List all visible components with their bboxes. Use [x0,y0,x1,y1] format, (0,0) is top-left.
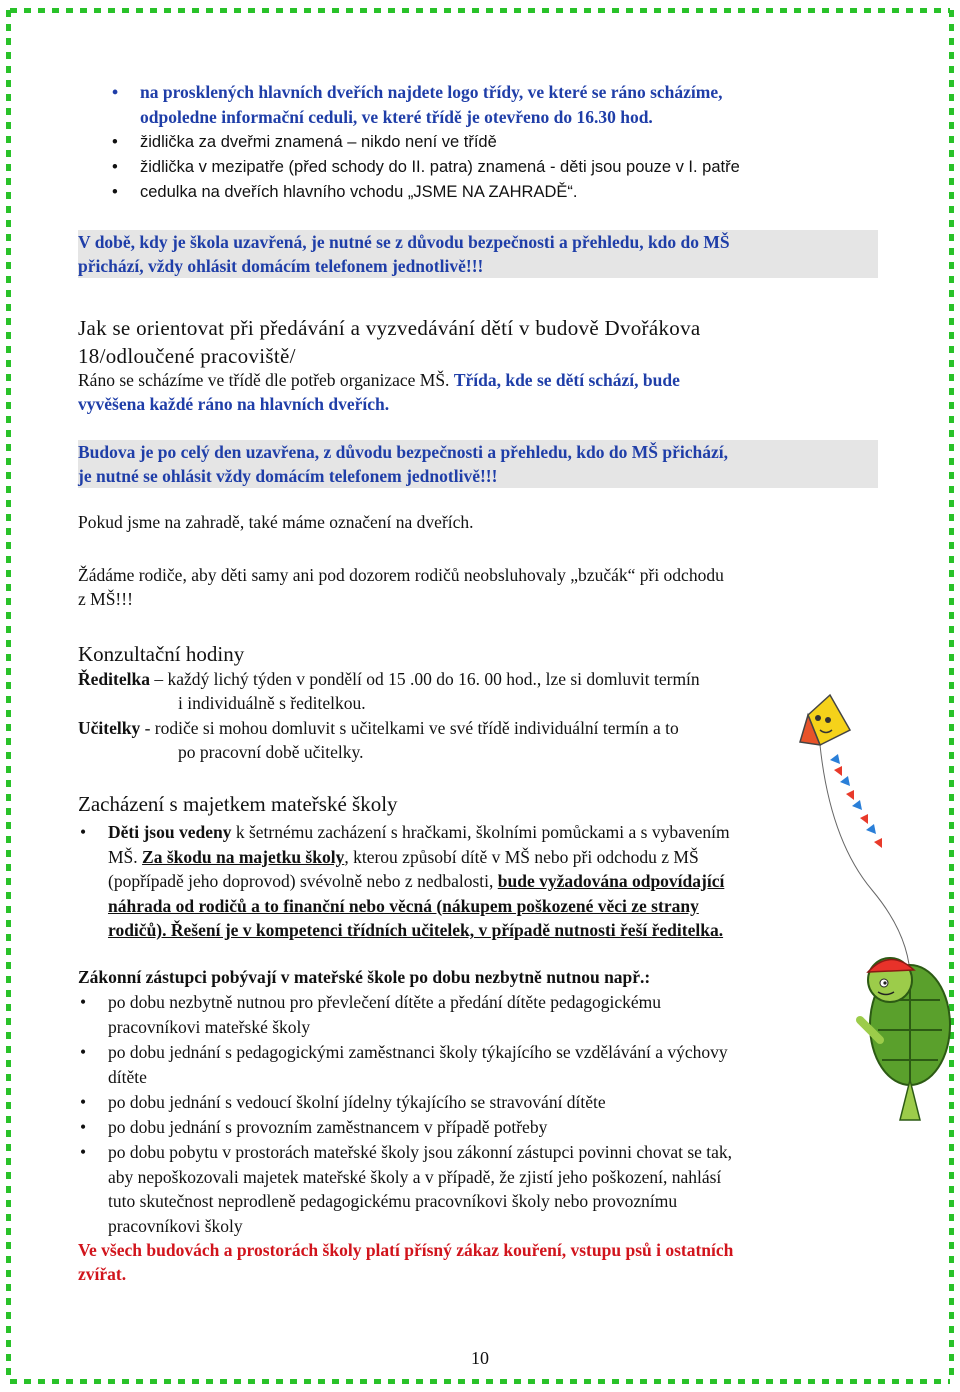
legal-line: aby nepoškozovali majetek mateřské školy a v případě, že zjistí jeho poškození, nahlásí [108,1166,722,1187]
note-line: Žádáme rodiče, aby děti samy ani pod dozorem rodičů neobsluhovaly „bzučák“ při odchodu [78,565,724,585]
legal-line: po dobu jednání s vedoucí školní jídelny týkajícího se stravování dítěte [108,1092,606,1112]
list-item-line: židlička za dveřmi znamená – nikdo není ve třídě [140,133,497,151]
bullet-icon: • [80,1092,87,1112]
property-title: Zacházení s majetkem mateřské školy [78,792,398,816]
list-item-line: židlička v mezipatře (před schody do II. patra) znamená - děti jsou pouze v I. patře [140,158,740,176]
buzzer-note [78,563,878,611]
property-underline: náhrada od rodičů a to finanční nebo věcná (nákupem poškozené věci ze strany [108,895,699,916]
bullet-icon: • [80,992,87,1012]
garden-note: Pokud jsme na zahradě, také máme označení na dveřích. [78,512,474,532]
legal-item [80,1140,876,1238]
bullet-icon: • [112,82,119,102]
bullet-icon: • [80,1042,87,1062]
notice-building-closed [78,440,878,488]
notice-line: Budova je po celý den uzavřena, z důvodu bezpečnosti a přehledu, kdo do MŠ přichází, [78,442,728,462]
legal-line: po dobu nezbytně nutnou pro převlečení dítěte a předání dítěte pedagogickému [108,992,662,1012]
paragraph-text: Ráno se scházíme ve třídě dle potřeb organizace MŠ. [78,370,450,390]
property-bold: Děti jsou vedeny [108,822,232,842]
dvorakova-paragraph [78,368,878,416]
legal-line: po dobu pobytu v prostorách mateřské školy jsou zákonní zástupci povinni chovat se tak, [108,1142,733,1162]
consult-text: – každý lichý týden v pondělí od 15 .00 do 16. 00 hod., lze si domluvit termín [154,669,700,689]
property-underline: bude vyžadována odpovídající [497,871,725,891]
bullet-icon: • [80,1142,87,1162]
list-item-line: na prosklených hlavních dveřích najdete logo třídy, ve které se ráno scházíme, [140,82,723,102]
consult-teachers [78,716,878,764]
list-item [112,80,880,129]
list-item [112,130,880,155]
consult-label: Ředitelka [78,669,150,689]
bullet-icon: • [112,133,118,151]
consult-head [78,667,878,715]
legal-line: tuto skutečnost neprodleně pedagogickému pracovníkovi školy nebo provoznímu [108,1191,678,1211]
bullet-icon: • [80,1117,87,1137]
legal-line: pracovníkovi mateřské školy [108,1016,311,1037]
bullet-icon: • [80,822,87,842]
property-text: k šetrnému zacházení s hračkami, školními pomůckami a s vybavením [231,822,730,842]
page-border-bottom [10,1379,950,1384]
list-item-line: cedulka na dveřích hlavního vchodu „JSME NA ZAHRADĚ“. [140,183,578,201]
legal-line: dítěte [108,1066,147,1087]
smoking-ban [78,1238,878,1286]
consult-title: Konzultační hodiny [78,642,245,666]
legal-line: po dobu jednání s provozním zaměstnancem v případě potřeby [108,1117,548,1137]
property-underline: rodičů). Řešení je v kompetenci třídních učitelek, v případě nutnosti řeší ředitelka. [108,920,724,940]
consult-text: po pracovní době učitelky. [178,742,364,762]
consult-text: i individuálně s ředitelkou. [178,693,366,713]
heading-line: Jak se orientovat při předávání a vyzvedávání dětí v budově Dvořákova [78,316,701,340]
note-line: z MŠ!!! [78,589,133,609]
notice-line: přichází, vždy ohlásit domácím telefonem jednotlivě!!! [78,256,484,276]
paragraph-highlight: Třída, kde se dětí schází, bude [453,370,680,390]
list-item-line: odpoledne informační ceduli, ve které třídě je otevřeno do 16.30 hod. [140,106,653,127]
consult-text: - rodiče si mohou domluvit s učitelkami ve své třídě individuální termín a to [144,718,679,738]
legal-title [78,965,878,989]
turtle-kite-illustration [760,690,956,1130]
list-item [112,180,880,205]
legal-line: po dobu jednání s pedagogickými zaměstnanci školy týkajícího se vzdělávání a výchovy [108,1042,728,1062]
paragraph-highlight: vyvěšena každé ráno na hlavních dveřích. [78,394,390,414]
notice-closed-school [78,230,878,278]
dvorakova-heading [78,314,878,370]
property-text: MŠ. [108,846,143,867]
ban-line: zvířat. [78,1264,127,1284]
property-text: , kterou způsobí dítě v MŠ nebo při odchodu z MŠ [344,846,699,867]
consult-label: Učitelky [78,718,141,738]
notice-line: je nutné se ohlásit vždy domácím telefonem jednotlivě!!! [78,466,498,486]
page-border-top [10,8,950,13]
bullet-icon: • [112,158,118,176]
heading-line: 18/odloučené pracoviště/ [78,344,296,368]
legal-title-text: Zákonní zástupci pobývají v mateřské škole po dobu nezbytně nutnou např.: [78,967,651,987]
page-border-left [6,10,11,1382]
legal-line: pracovníkovi školy [108,1215,243,1236]
property-text: (popřípadě jeho doprovod) svévolně nebo z nedbalosti, [108,871,498,891]
notice-line: V době, kdy je škola uzavřená, je nutné se z důvodu bezpečnosti a přehledu, kdo do MŠ [78,232,730,252]
bullet-icon: • [112,183,118,201]
ban-line: Ve všech budovách a prostorách školy platí přísný zákaz kouření, vstupu psů i ostatních [78,1240,734,1260]
property-underline: Za škodu na majetku školy [142,846,345,867]
list-item [112,155,880,180]
page-number: 10 [471,1348,489,1368]
